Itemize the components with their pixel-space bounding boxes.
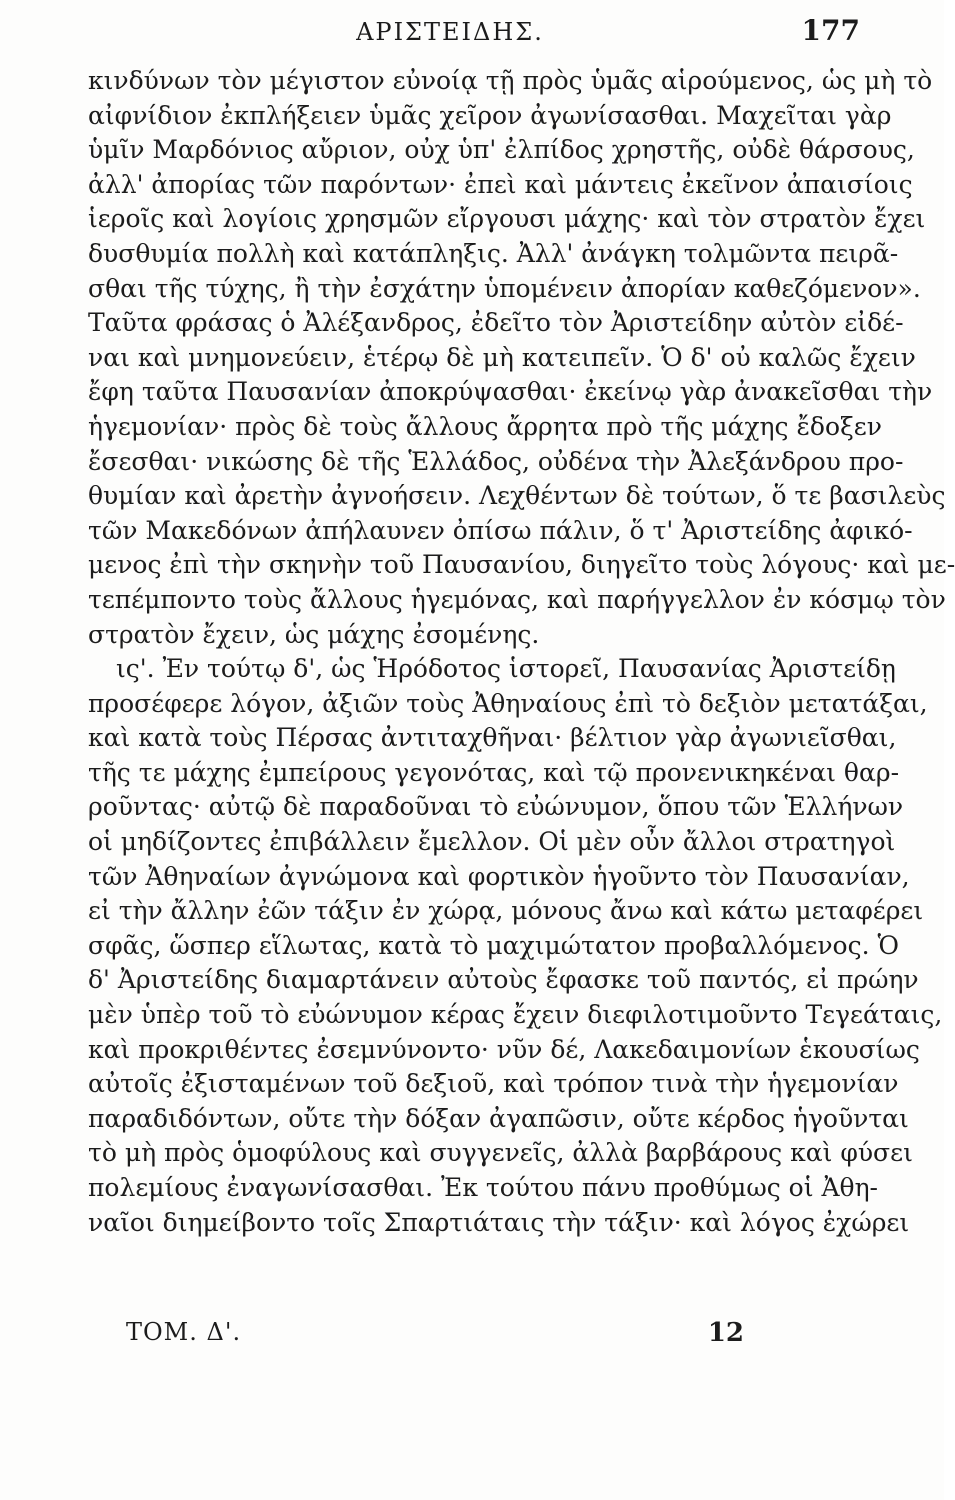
running-head: ΑΡΙΣΤΕΙΔΗΣ.	[356, 18, 544, 46]
signature-mark: ΤΟΜ. Δ'.	[126, 1318, 242, 1346]
text-line: ις'. Ἐν τούτῳ δ', ὡς Ἡρόδοτος ἱστορεῖ, Παυσανίας Ἀριστείδῃ	[116, 654, 896, 684]
text-line: θυμίαν καὶ ἀρετὴν ἀγνοήσειν. Λεχθέντων δὲ τούτων, ὅ τε βασιλεὺς	[88, 481, 946, 511]
text-line: ἔφη ταῦτα Παυσανίαν ἀποκρύψασθαι· ἐκείνῳ γὰρ ἀνακεῖσθαι τὴν	[88, 377, 933, 407]
page-header	[96, 14, 860, 54]
text-line: σφᾶς, ὥσπερ εἵλωτας, κατὰ τὸ μαχιμώτατον προβαλλόμενος. Ὁ	[88, 930, 899, 960]
page-footer	[126, 1318, 744, 1358]
text-line: καὶ προκριθέντες ἐσεμνύνοντο· νῦν δέ, Λακεδαιμονίων ἑκουσίως	[88, 1034, 920, 1064]
text-line: εἰ τὴν ἄλλην ἐῶν τάξιν ἐν χώρᾳ, μόνους ἄνω καὶ κάτω μεταφέρει	[88, 896, 924, 926]
text-line: αὐτοῖς ἐξισταμένων τοῦ δεξιοῦ, καὶ τρόπον τινὰ τὴν ἡγεμονίαν	[88, 1069, 899, 1099]
text-line: τῶν Μακεδόνων ἀπήλαυνεν ὀπίσω πάλιν, ὅ τ' Ἀριστείδης ἀφικό-	[88, 515, 913, 545]
text-line: αἰφνίδιον ἐκπλήξειεν ὑμᾶς χεῖρον ἀγωνίσασθαι. Μαχεῖται γὰρ	[88, 100, 892, 130]
text-line: ναι καὶ μνημονεύειν, ἑτέρῳ δὲ μὴ κατειπεῖν. Ὁ δ' οὐ καλῶς ἔχειν	[88, 342, 916, 372]
text-line: ροῦντας· αὐτῷ δὲ παραδοῦναι τὸ εὐώνυμον, ὅπου τῶν Ἑλλήνων	[88, 792, 904, 822]
text-line: στρατὸν ἔχειν, ὡς μάχης ἐσομένης.	[88, 619, 540, 649]
text-line: τὸ μὴ πρὸς ὁμοφύλους καὶ συγγενεῖς, ἀλλὰ βαρβάρους καὶ φύσει	[88, 1138, 913, 1168]
text-line: προσέφερε λόγον, ἀξιῶν τοὺς Ἀθηναίους ἐπὶ τὸ δεξιὸν μετατάξαι,	[88, 688, 928, 718]
text-line: ναῖοι διημείβοντο τοῖς Σπαρτιάταις τὴν τάξιν· καὶ λόγος ἐχώρει	[88, 1207, 910, 1237]
text-line: Ταῦτα φράσας ὁ Ἀλέξανδρος, ἐδεῖτο τὸν Ἀριστείδην αὐτὸν εἰδέ-	[88, 308, 904, 338]
text-line: παραδιδόντων, οὔτε τὴν δόξαν ἀγαπῶσιν, οὔτε κέρδος ἡγοῦνται	[88, 1103, 909, 1133]
text-line: ἱεροῖς καὶ λογίοις χρησμῶν εἴργουσι μάχης· καὶ τὸν στρατὸν ἔχει	[88, 204, 926, 234]
text-line: κινδύνων τὸν μέγιστον εὐνοίᾳ τῇ πρὸς ὑμᾶς αἱρούμενος, ὡς μὴ τὸ	[88, 66, 933, 95]
text-line: δυσθυμία πολλὴ καὶ κατάπληξις. Ἀλλ' ἀνάγκη τολμῶντα πειρᾶ-	[88, 238, 899, 268]
text-line: μὲν ὑπὲρ τοῦ τὸ εὐώνυμον κέρας ἔχειν διεφιλοτιμοῦντο Τεγεάταις,	[88, 1000, 943, 1030]
text-line: ἡγεμονίαν· πρὸς δὲ τοὺς ἄλλους ἄρρητα πρὸ τῆς μάχης ἔδοξεν	[88, 411, 882, 441]
text-line: καὶ κατὰ τοὺς Πέρσας ἀντιταχθῆναι· βέλτιον γὰρ ἀγωνιεῖσθαι,	[88, 723, 897, 753]
text-line: σθαι τῆς τύχης, ἢ τὴν ἐσχάτην ὑπομένειν ἀπορίαν καθεζόμενον».	[88, 273, 921, 303]
text-line: τεπέμποντο τοὺς ἄλλους ἡγεμόνας, καὶ παρήγγελλον ἐν κόσμῳ τὸν	[88, 584, 946, 614]
text-line: μενος ἐπὶ τὴν σκηνὴν τοῦ Παυσανίου, διηγεῖτο τοὺς λόγους· καὶ με-	[88, 550, 955, 580]
text-line: πολεμίους ἐναγωνίσασθαι. Ἐκ τούτου πάνυ προθύμως οἱ Ἀθη-	[88, 1173, 878, 1202]
body-text	[88, 64, 955, 1240]
text-line: ἔσεσθαι· νικώσης δὲ τῆς Ἑλλάδος, οὐδένα τὴν Ἀλεξάνδρου προ-	[88, 446, 904, 476]
text-line: δ' Ἀριστείδης διαμαρτάνειν αὐτοὺς ἔφασκε τοῦ παντός, εἰ πρώην	[88, 965, 919, 995]
sheet-number: 12	[707, 1318, 744, 1348]
text-line: ἀλλ' ἀπορίας τῶν παρόντων· ἐπεὶ καὶ μάντεις ἐκεῖνον ἀπαισίοις	[88, 169, 913, 199]
text-line: τῶν Ἀθηναίων ἀγνώμονα καὶ φορτικὸν ἡγοῦντο τὸν Παυσανίαν,	[88, 861, 910, 891]
text-line: οἱ μηδίζοντες ἐπιβάλλειν ἔμελλον. Οἱ μὲν οὖν ἄλλοι στρατηγοὶ	[88, 827, 896, 857]
text-line: ὑμῖν Μαρδόνιος αὔριον, οὐχ ὑπ' ἐλπίδος χρηστῆς, οὐδὲ θάρσους,	[88, 135, 915, 165]
page-number: 177	[801, 14, 860, 47]
text-line: τῆς τε μάχης ἐμπείρους γεγονότας, καὶ τῷ προνενικηκέναι θαρ-	[88, 757, 900, 787]
